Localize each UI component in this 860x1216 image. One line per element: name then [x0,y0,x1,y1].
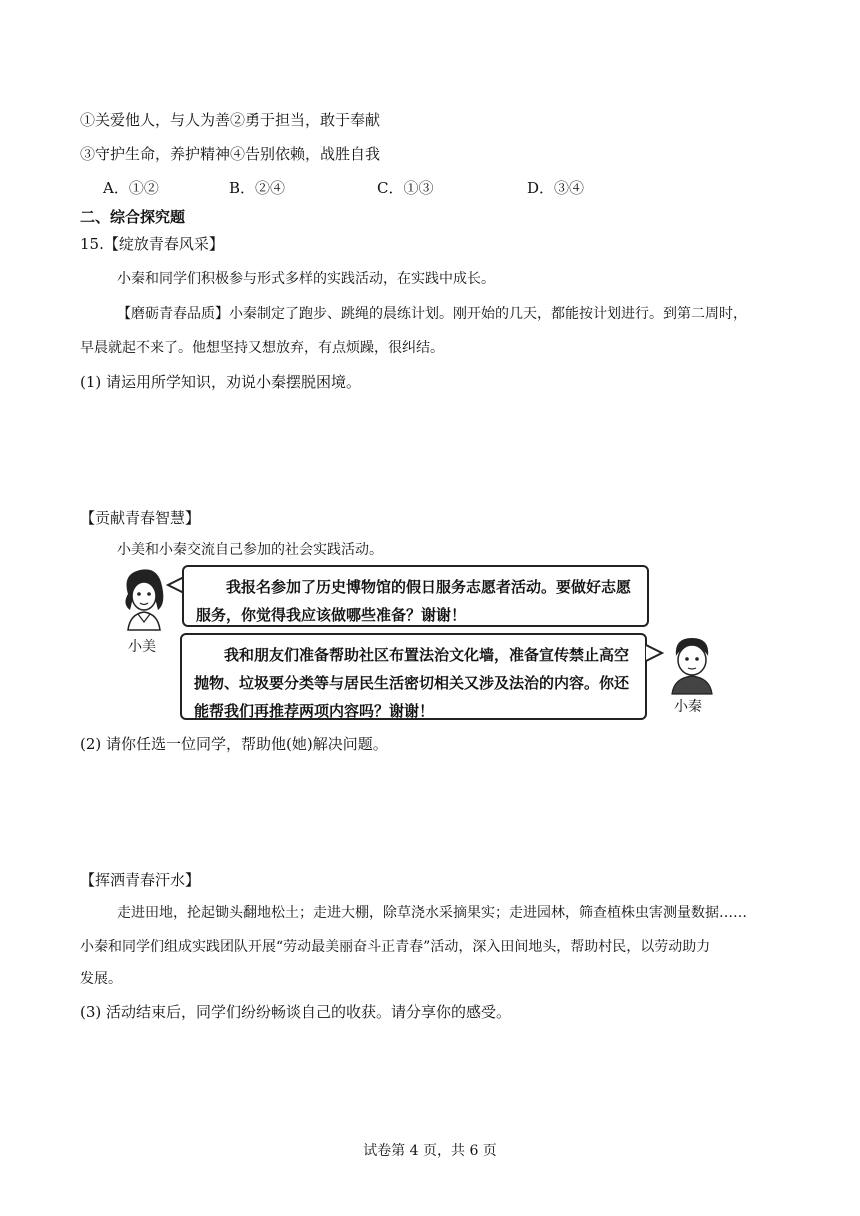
xiaoqin-name: 小秦 [674,699,702,715]
choice-line-1: ①关爱他人，与人为善②勇于担当，敢于奉献 [80,111,381,129]
xiaoqin-portrait [664,632,720,694]
part3-paragraph-b: 小秦和同学们组成实践团队开展“劳动最美丽奋斗正青春”活动，深入田间地头，帮助村民，以劳动助力 [80,939,711,955]
option-a: A．①② [103,179,159,197]
part3-paragraph-c: 发展。 [80,971,122,987]
part3-title: 【挥洒青春汗水】 [80,871,201,889]
question-2: (2) 请你任选一位同学，帮助他(她)解决问题。 [80,735,388,753]
intro-text: 小秦和同学们积极参与形式多样的实践活动，在实践中成长。 [117,271,495,287]
section-heading: 二、综合探究题 [80,208,186,226]
part3-paragraph-a: 走进田地，抡起锄头翻地松土；走进大棚，除草浇水采摘果实；走进园林，筛查植株虫害测量数据…… [117,905,747,921]
part1-paragraph-a: 【磨砺青春品质】小秦制定了跑步、跳绳的晨练计划。刚开始的几天，都能按计划进行。到第二周时， [117,306,747,322]
part2-intro: 小美和小秦交流自己参加的社会实践活动。 [117,542,383,558]
xiaoqin-bubble-tail [644,644,664,662]
part2-title: 【贡献青春智慧】 [80,509,201,527]
xiaomei-name: 小美 [128,639,156,655]
option-b: B．②④ [229,179,286,197]
xiaoqin-speech-bubble: 我和朋友们准备帮助社区布置法治文化墙，准备宣传禁止高空抛物、垃圾要分类等与居民生活密切相关又涉及法治的内容。你还能帮我们再推荐两项内容吗？谢谢！ [180,633,647,720]
xiaomei-speech-bubble: 我报名参加了历史博物馆的假日服务志愿者活动。要做好志愿服务，你觉得我应该做哪些准备？谢谢！ [182,565,649,627]
question-1: (1) 请运用所学知识，劝说小秦摆脱困境。 [80,373,362,391]
part1-paragraph-b: 早晨就起不来了。他想坚持又想放弃，有点烦躁，很纠结。 [80,340,444,356]
option-d: D．③④ [527,179,585,197]
page-footer: 试卷第 4 页，共 6 页 [363,1143,497,1159]
question-15-title: 15.【绽放青春风采】 [80,235,224,253]
xiaomei-portrait [118,564,170,632]
question-3: (3) 活动结束后，同学们纷纷畅谈自己的收获。请分享你的感受。 [80,1003,512,1021]
option-c: C．①③ [377,179,434,197]
choice-line-2: ③守护生命，养护精神④告别依赖，战胜自我 [80,145,381,163]
